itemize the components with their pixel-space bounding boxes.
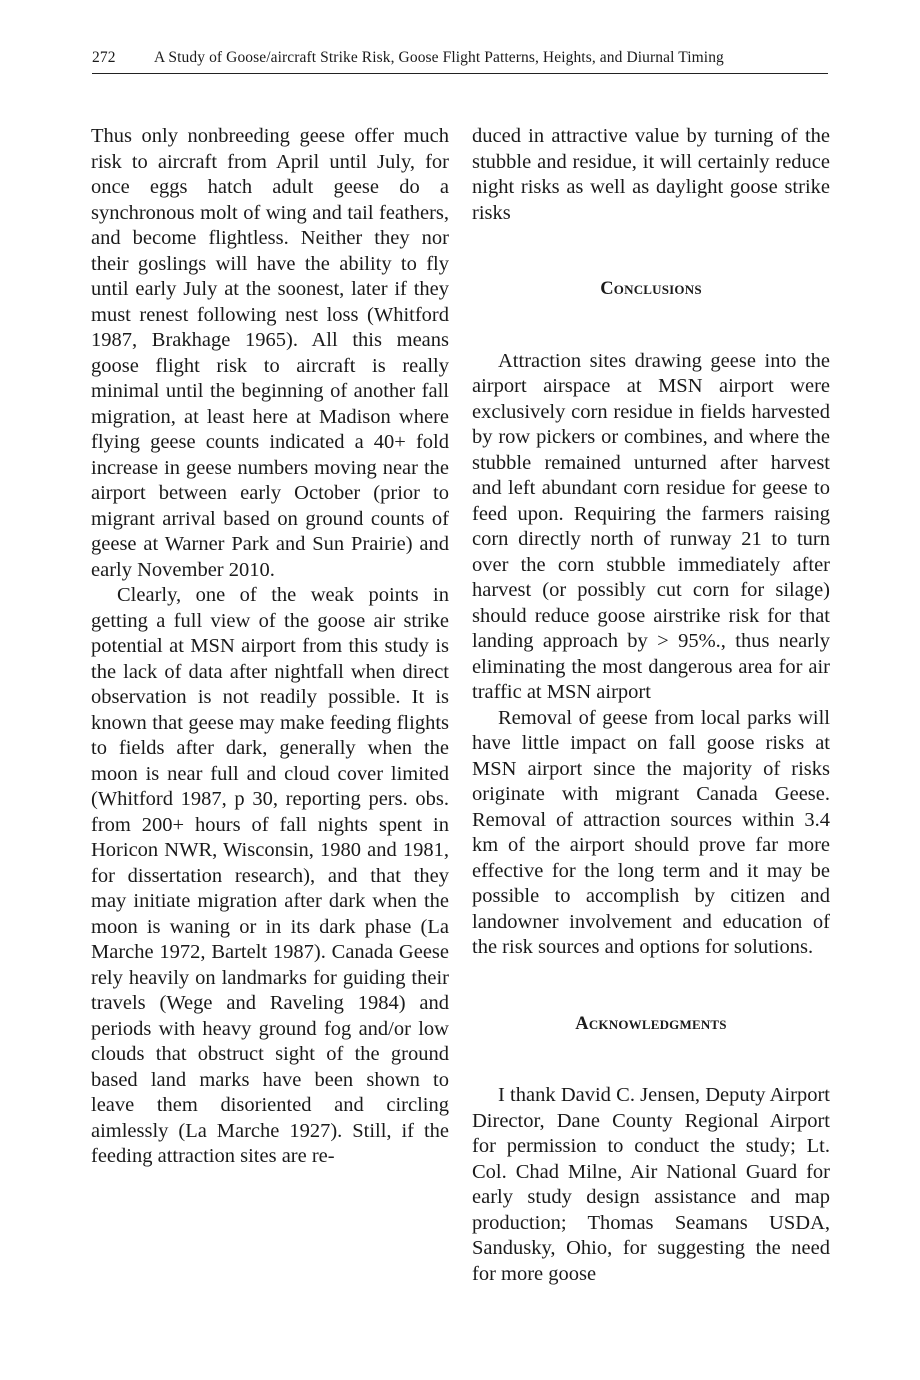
right-column <box>472 124 830 1287</box>
section-heading-conclusions: Conclusions <box>600 279 702 299</box>
left-column <box>91 124 449 1170</box>
running-header <box>92 49 828 74</box>
body-paragraph: Removal of geese from local parks will have little impact on fall goose risks at MSN airport since the majority of risks originate with migrant Canada Geese. Removal of attraction sources within 3.4 km of the airport should prove far more effective for the long term and it may be possible to accomplish by citizen and landowner involvement and education of the risk sources and options for solutions. <box>472 706 830 958</box>
body-paragraph: Thus only nonbreeding geese offer much risk to aircraft from April until July, for once eggs hatch adult geese do a synchronous molt of wing and tail feathers, and become flightless. Neither they nor their goslings will have the ability to fly until early July at the soonest, later if they must renest following nest loss (Whitford 1987, Brakhage 1965). All this means goose flight risk to aircraft is really minimal until the beginning of another fall migration, at least here at Madison where flying geese counts indicated a 40+ fold increase in geese numbers moving near the airport between early October (prior to migrant arrival based on ground counts of geese at Warner Park and Sun Prairie) and early November 2010. <box>91 125 449 581</box>
body-paragraph: I thank David C. Jensen, Deputy Airport Director, Dane County Regional Airport for permission to conduct the study; Lt. Col. Chad Milne, Air National Guard for early study design assistance and map production; Thomas Seamans USDA, Sandusky, Ohio, for suggesting the need for more goose <box>472 1084 830 1285</box>
running-title: A Study of Goose/aircraft Strike Risk, Goose Flight Patterns, Heights, and Diurnal Timing <box>154 49 724 66</box>
page-number: 272 <box>92 49 116 66</box>
body-paragraph: Attraction sites drawing geese into the airport airspace at MSN airport were exclusively corn residue in fields harvested by row pickers or combines, and where the stubble remained unturned after harvest and left abundant corn residue for geese to feed upon. Requiring the farmers raising corn directly north of runway 21 to turn over the corn stubble immediately after harvest (or possibly cut corn for silage) should reduce goose airstrike risk for that landing approach by > 95%., thus nearly eliminating the most dangerous area for air traffic at MSN airport <box>472 349 830 703</box>
body-paragraph: Clearly, one of the weak points in getting a full view of the goose air strike potential at MSN airport from this study is the lack of data after nightfall when direct observation is not readily possible. It is known that geese may make feeding flights to fields after dark, generally when the moon is near full and cloud cover limited (Whitford 1987, p 30, reporting pers. obs. from 200+ hours of fall nights spent in Horicon NWR, Wisconsin, 1980 and 1981, for dissertation research), and that they may initiate migration after dark when the moon is waning or in its dark phase (La Marche 1972, Bartelt 1987). Canada Geese rely heavily on landmarks for guiding their travels (Wege and Raveling 1984) and periods with heavy ground fog and/or low clouds that obstruct sight of the ground based land marks have been shown to leave them disoriented and circling aimlessly (La Marche 1927). Still, if the feeding attraction sites are re- <box>91 584 449 1167</box>
body-paragraph-continuation: duced in attractive value by turning of the stubble and residue, it will certainly reduce night risks as well as daylight goose strike risks <box>472 125 830 224</box>
section-heading-acknowledgments: Acknowledgments <box>575 1013 727 1034</box>
